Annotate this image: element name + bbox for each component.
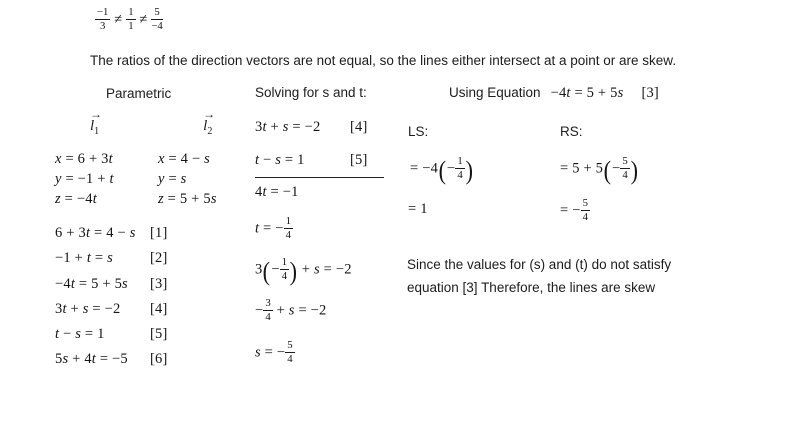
- equation-label: [3]: [150, 275, 168, 292]
- equation-row: [55, 347, 168, 372]
- skew-conclusion-line1: Since the values for (s) and (t) do not satisfy: [407, 257, 672, 272]
- equation-expr: 3t + s = −2: [55, 300, 121, 317]
- check-heading-prefix: Using Equation: [449, 85, 541, 100]
- l2-subscript: 2: [207, 126, 213, 137]
- l1-letter: l: [90, 118, 95, 134]
- equation-row: [55, 322, 168, 347]
- rs-label: RS:: [560, 124, 583, 139]
- solving-eq4: [255, 119, 368, 136]
- equation-label: [4]: [150, 300, 168, 317]
- ls-label: LS:: [408, 124, 429, 139]
- rs-step-1: = 5 + 5(− $\frac{5}{4}$ ): [560, 155, 639, 186]
- equation-row: [55, 297, 168, 322]
- solving-sum: 4t = −1: [255, 184, 299, 200]
- skew-conclusion: [407, 254, 671, 299]
- equation-expr: −4t = 5 + 5s: [55, 275, 128, 292]
- check-heading-equation: −4t = 5 + 5s: [550, 85, 624, 101]
- vector-arrow-icon: →: [90, 107, 102, 121]
- ratios-note: The ratios of the direction vectors are not equal, so the lines either intersect at a point or are skew.: [90, 53, 677, 68]
- equation-label: [4]: [350, 119, 368, 135]
- equation-expr: t − s = 1: [255, 152, 305, 168]
- equation-label: [5]: [150, 326, 168, 343]
- check-heading: [449, 84, 659, 102]
- l2-symbol: [203, 107, 216, 137]
- parametric-heading: Parametric: [106, 86, 172, 101]
- equation-expr: −1 + t = s: [55, 250, 113, 267]
- l1-equation-x: x = 6 + 3t: [55, 151, 113, 167]
- equation-row: [55, 246, 168, 271]
- equation-expr: 3t + s = −2: [255, 119, 321, 135]
- l2-equations: [158, 149, 217, 209]
- equation-expr: t − s = 1: [55, 326, 105, 343]
- solving-t-value: t = − $\frac{1}{4}$: [255, 215, 291, 242]
- ls-step-2: = 1: [408, 201, 428, 217]
- solving-heading: Solving for s and t:: [255, 85, 367, 100]
- l1-subscript: 1: [94, 126, 100, 137]
- solving-simplified: − $\frac{3}{4}$ + s = −2: [255, 297, 327, 324]
- ratio-inequality: $\frac{-1}{3}$ ≠ $\frac{1}{1}$ ≠ $\frac{5}{-4}$: [97, 6, 163, 33]
- solving-eq5: [255, 152, 368, 169]
- l2-equation-z: z = 5 + 5s: [158, 191, 217, 207]
- equation-label: [1]: [150, 225, 168, 241]
- ls-step-1: = −4(− $\frac{1}{4}$ ): [410, 155, 473, 186]
- equation-expr: 5s + 4t = −5: [55, 351, 128, 368]
- equation-row: [55, 221, 168, 246]
- equation-expr: 6 + 3t = 4 − s: [55, 225, 136, 241]
- l2-letter: l: [203, 118, 208, 134]
- l2-equation-y: y = s: [158, 171, 187, 187]
- l2-equation-x: x = 4 − s: [158, 151, 210, 167]
- skew-conclusion-line2: equation [3] Therefore, the lines are skew: [407, 279, 656, 295]
- l1-equation-y: y = −1 + t: [55, 171, 114, 187]
- l1-equations: [55, 149, 114, 209]
- solving-s-value: s = − $\frac{5}{4}$: [255, 339, 293, 366]
- check-heading-label: [3]: [641, 85, 659, 101]
- addition-rule-line: [255, 177, 384, 178]
- l1-symbol: [90, 107, 102, 137]
- solving-substitution: 3(− $\frac{1}{4}$ ) + s = −2: [255, 256, 352, 287]
- equation-row: [55, 272, 168, 297]
- equation-label: [5]: [350, 152, 368, 168]
- vector-arrow-icon: →: [203, 107, 216, 121]
- rs-step-2: = − $\frac{5}{4}$: [560, 197, 588, 224]
- equation-label: [6]: [150, 351, 168, 368]
- equation-label: [2]: [150, 250, 168, 267]
- l1-equation-z: z = −4t: [55, 191, 97, 207]
- numbered-equations: [55, 221, 168, 373]
